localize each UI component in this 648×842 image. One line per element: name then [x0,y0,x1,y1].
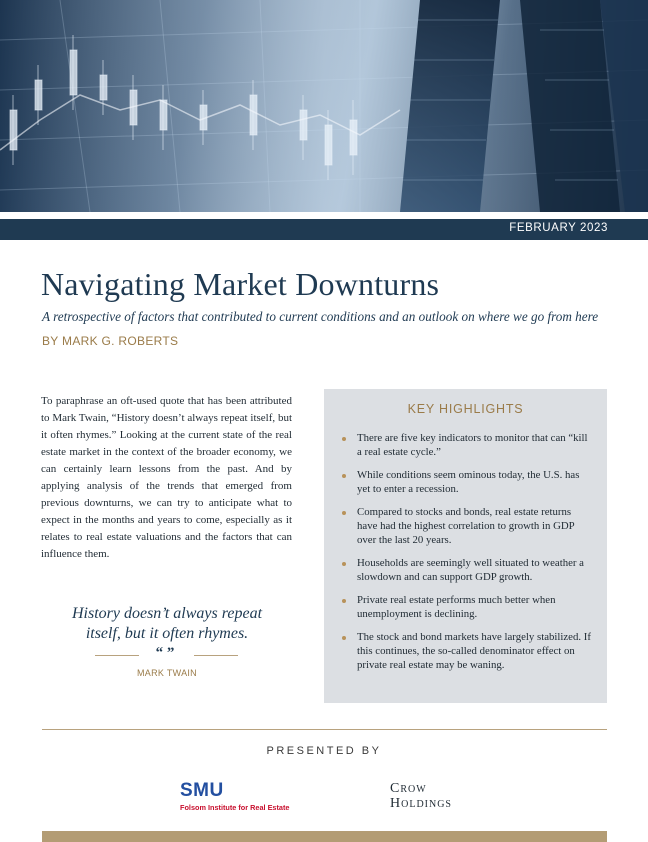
key-highlights-heading: KEY HIGHLIGHTS [407,402,524,416]
quote-mark-icon: “ ” [155,645,175,661]
key-highlights-panel [324,389,607,703]
highlight-text: The stock and bond markets have largely stabilized. If this continues, the so-called denominator effect on private real estate may be waning. [357,631,591,671]
quote-author: MARK TWAIN [136,668,197,678]
hero-image [0,0,648,212]
bullet-icon [342,511,346,515]
footer-band [42,831,607,842]
list-item [342,594,592,622]
date-bar [0,219,648,240]
crow-holdings-logo [390,781,490,813]
quote-divider-right [194,655,238,656]
list-item [342,631,592,672]
bullet-icon [342,474,346,478]
list-item [342,469,592,497]
crow-wordmark-line2: Holdings [390,796,452,811]
key-highlights-list [342,432,592,682]
crow-wordmark-line1: Crow [390,781,427,796]
highlight-text: While conditions seem ominous today, the U.S. has yet to enter a recession. [357,469,580,495]
smu-wordmark: SMU [180,780,224,801]
list-item [342,432,592,460]
highlight-text: Households are seemingly well situated to weather a slowdown and can support GDP growth. [357,557,584,583]
highlight-text: Private real estate performs much better when unemployment is declining. [357,594,556,620]
presented-by-label: PRESENTED BY [266,745,382,757]
pull-quote: History doesn’t always repeat itself, but it often rhymes. [71,605,263,642]
list-item [342,557,592,585]
quote-divider-left [95,655,139,656]
hero-graphic [0,0,648,212]
article-subtitle: A retrospective of factors that contributed to current conditions and an outlook on where we go from here [42,309,599,324]
bullet-icon [342,599,346,603]
footer-divider [42,729,607,730]
author-byline: BY MARK G. ROBERTS [42,334,179,348]
smu-subtitle: Folsom Institute for Real Estate [180,803,290,812]
article-title: Navigating Market Downturns [41,266,440,302]
intro-paragraph: To paraphrase an oft-used quote that has been attributed to Mark Twain, “History doesn’t always repeat itself, but it often rhymes.” Looking at the current state of the real estate market in the context of the broader economy, we can certainly learn lessons from the past. And by applying analysis of the trends that emerged from previous downturns, we can try to anticipate what to expect in the months and years to come, especially as it relates to real estate valuations and the factors that can influence them. [41,395,292,560]
issue-date: FEBRUARY 2023 [509,222,608,234]
list-item [342,506,592,547]
bullet-icon [342,562,346,566]
smu-logo [180,782,310,814]
highlight-text: Compared to stocks and bonds, real estate returns have had the highest correlation to growth in GDP over the last 20 years. [357,506,575,546]
bullet-icon [342,636,346,640]
bullet-icon [342,437,346,441]
highlight-text: There are five key indicators to monitor that can “kill a real estate cycle.” [357,432,588,458]
